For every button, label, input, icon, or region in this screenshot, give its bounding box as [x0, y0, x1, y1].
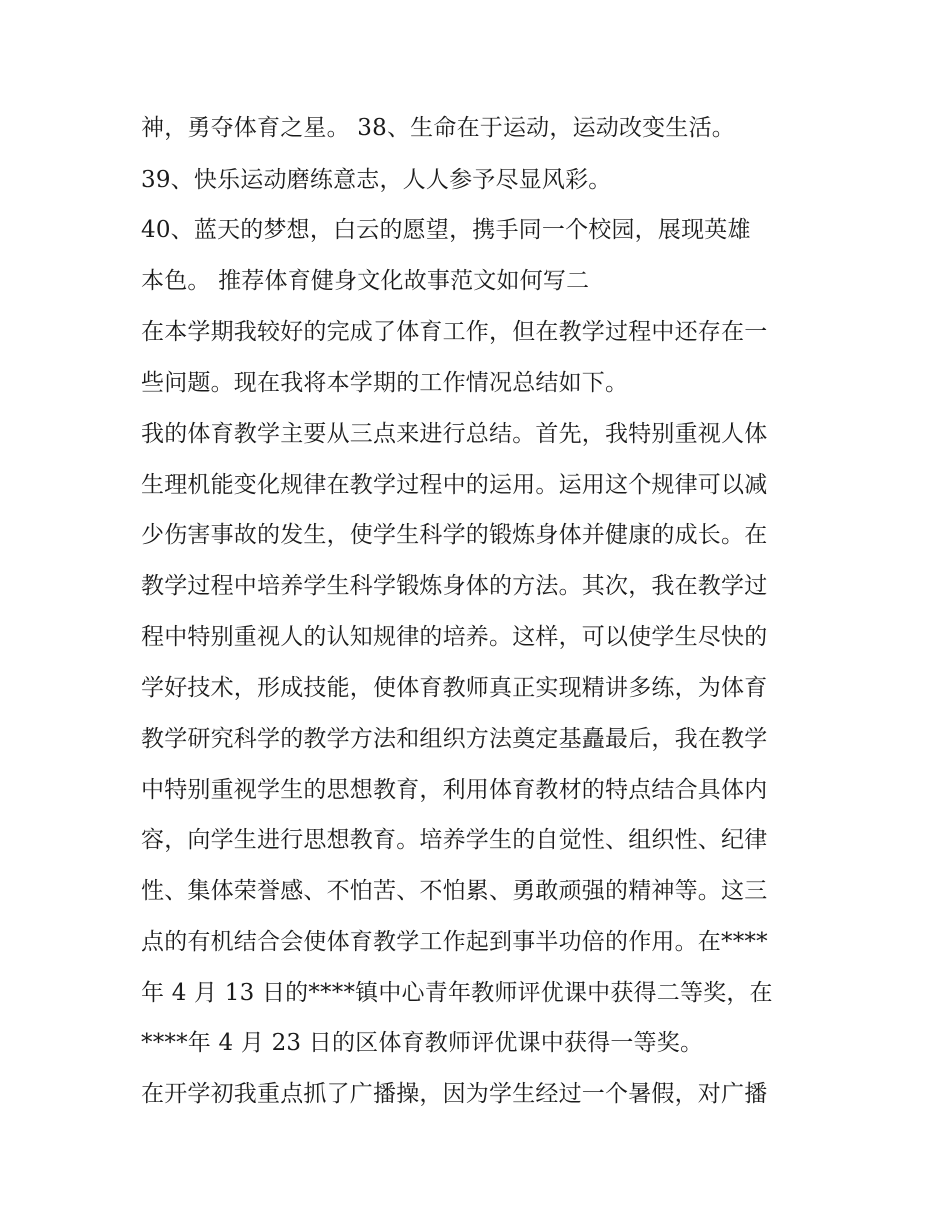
text-line: 教学研究科学的教学方法和组织方法奠定基矗最后，我在教学 [141, 726, 768, 752]
text-line: 容，向学生进行思想教育。培养学生的自觉性、组织性、纪律 [141, 827, 768, 853]
text-line: 年 4 月 13 日的****镇中心青年教师评优课中获得二等奖，在 [141, 980, 773, 1006]
text-line: 教学过程中培养学生科学锻炼身体的方法。其次，我在教学过 [141, 573, 768, 599]
text-line: 程中特别重视人的认知规律的培养。这样，可以使学生尽快的 [141, 624, 768, 650]
text-line: 神，勇夺体育之星。 38、生命在于运动，运动改变生活。 [141, 115, 735, 141]
text-line: 40、蓝天的梦想，白云的愿望，携手同一个校园，展现英雄 [141, 217, 751, 243]
text-line: 在本学期我较好的完成了体育工作，但在教学过程中还存在一 [141, 319, 768, 345]
text-line: 少伤害事故的发生，使学生科学的锻炼身体并健康的成长。在 [141, 522, 768, 548]
text-line: 些问题。现在我将本学期的工作情况总结如下。 [141, 370, 629, 396]
text-line: 我的体育教学主要从三点来进行总结。首先，我特别重视人体 [141, 421, 768, 447]
text-line: 在开学初我重点抓了广播操，因为学生经过一个暑假，对广播 [141, 1081, 768, 1107]
text-line: 中特别重视学生的思想教育，利用体育教材的特点结合具体内 [141, 777, 768, 803]
text-line: 性、集体荣誉感、不怕苦、不怕累、勇敢顽强的精神等。这三 [141, 878, 768, 904]
text-line: 生理机能变化规律在教学过程中的运用。运用这个规律可以减 [141, 472, 768, 498]
text-line: 学好技术，形成技能，使体育教师真正实现精讲多练，为体育 [141, 675, 768, 701]
text-line: 点的有机结合会使体育教学工作起到事半功倍的作用。在**** [141, 929, 768, 955]
text-line: ****年 4 月 23 日的区体育教师评优课中获得一等奖。 [141, 1030, 704, 1056]
text-line: 本色。 推荐体育健身文化故事范文如何写二 [141, 268, 590, 294]
text-line: 39、快乐运动磨练意志，人人参予尽显风彩。 [141, 167, 612, 193]
